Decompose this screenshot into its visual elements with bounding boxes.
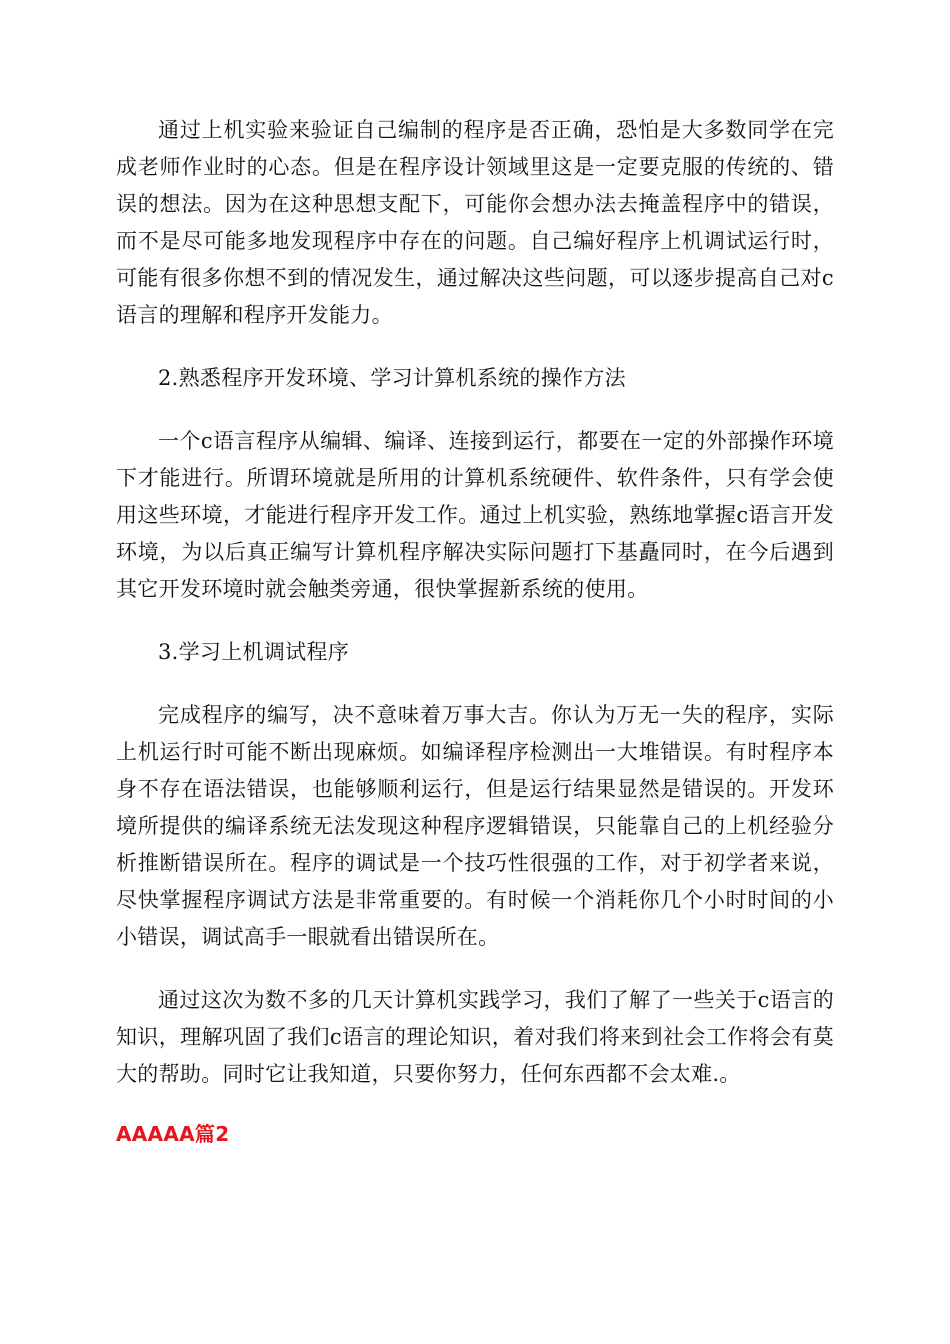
paragraph-debugging: 完成程序的编写，决不意味着万事大吉。你认为万无一失的程序，实际上机运行时可能不断出现麻烦。如编译程序检测出一大堆错误。有时程序本身不存在语法错误，也能够顺利运行，但是运行结果显然是错误的。开发环境所提供的编译系统无法发现这种程序逻辑错误，只能靠自己的上机经验分析推断错误所在。程序的调试是一个技巧性很强的工作，对于初学者来说，尽快掌握程序调试方法是非常重要的。有时候一个消耗你几个小时时间的小小错误，调试高手一眼就看出错误所在。 — [116, 703, 834, 949]
document-page — [116, 112, 834, 1149]
heading-dev-environment: 2.熟悉程序开发环境、学习计算机系统的操作方法 — [158, 366, 626, 390]
paragraph-dev-environment: 一个c语言程序从编辑、编译、连接到运行，都要在一定的外部操作环境下才能进行。所谓环境就是所用的计算机系统硬件、软件条件，只有学会使用这些环境，才能进行程序开发工作。通过上机实验，熟练地掌握c语言开发环境，为以后真正编写计算机程序解决实际问题打下基矗同时，在今后遇到其它开发环境时就会触类旁通，很快掌握新系统的使用。 — [116, 429, 834, 601]
heading-debugging: 3.学习上机调试程序 — [158, 640, 350, 664]
section-title: AAAAA篇2 — [116, 1122, 230, 1146]
paragraph-conclusion: 通过这次为数不多的几天计算机实践学习，我们了解了一些关于c语言的知识，理解巩固了我们c语言的理论知识，着对我们将来到社会工作将会有莫大的帮助。同时它让我知道，只要你努力，任何东西都不会太难.。 — [116, 988, 834, 1086]
paragraph-verification: 通过上机实验来验证自己编制的程序是否正确，恐怕是大多数同学在完成老师作业时的心态。但是在程序设计领域里这是一定要克服的传统的、错误的想法。因为在这种思想支配下，可能你会想办法去掩盖程序中的错误，而不是尽可能多地发现程序中存在的问题。自己编好程序上机调试运行时，可能有很多你想不到的情况发生，通过解决这些问题，可以逐步提高自己对c语言的理解和程序开发能力。 — [116, 118, 834, 327]
